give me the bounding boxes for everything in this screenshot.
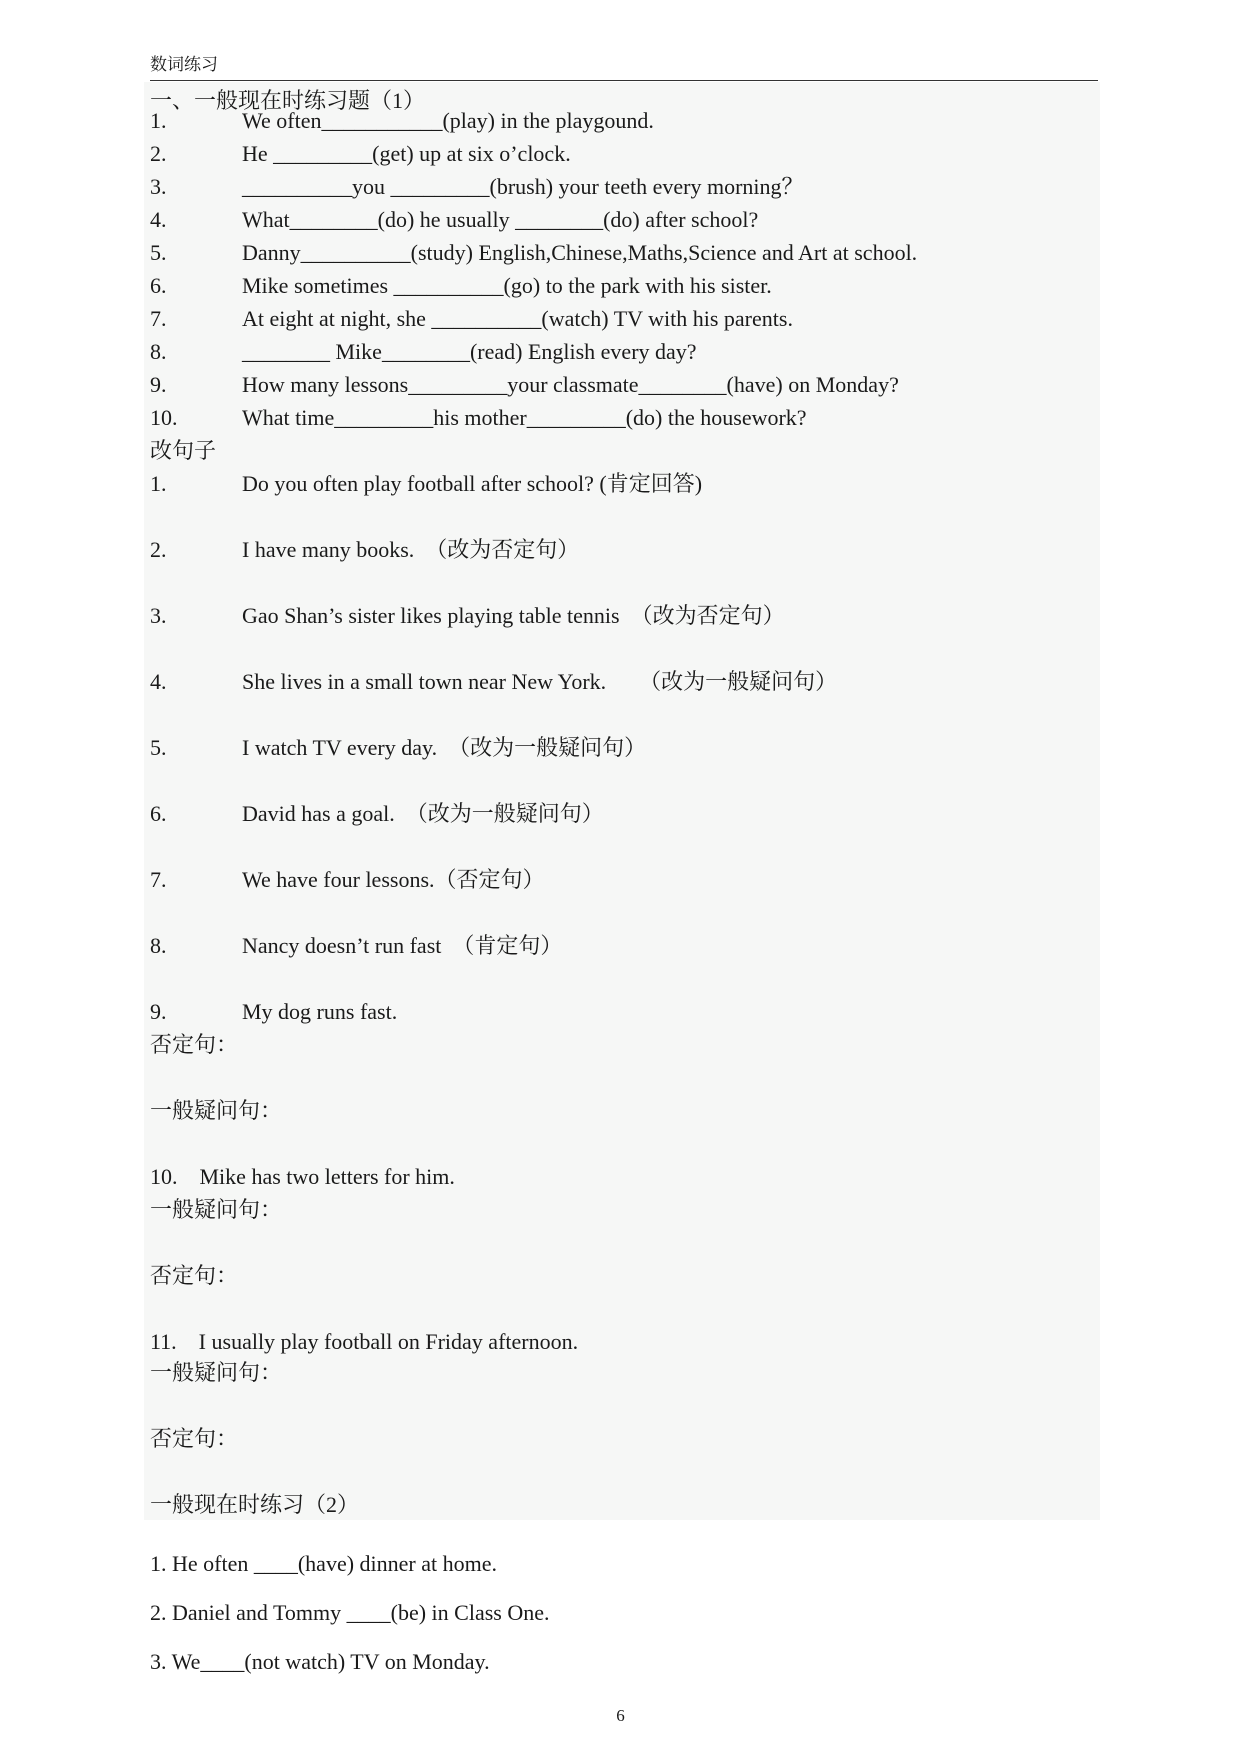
answer-label-question: 一般疑问句： [150,1098,283,1123]
item-number: 7. [150,306,167,331]
item-text: At eight at night, she __________(watch) TV with his parents. [242,306,793,331]
item-text: We often___________(play) in the playgound. [242,108,654,133]
item-text: David has a goal. （改为一般疑问句） [242,801,604,826]
rewrite-item: 10. Mike has two letters for him. [150,1164,455,1189]
item-number: 8. [150,933,167,958]
rewrite-item: 11. I usually play football on Friday afternoon. [150,1329,579,1354]
item-text: We have four lessons.（否定句） [242,867,545,892]
item-text: Mike sometimes __________(go) to the park with his sister. [242,273,772,298]
item-number: 4. [150,669,167,694]
item-text: __________you _________(brush) your teeth every morning？ [242,174,804,199]
exercise-item: 3. We____(not watch) TV on Monday. [150,1649,490,1674]
item-number: 2. [150,537,167,562]
item-number: 1. [150,471,167,496]
item-number: 2. [150,141,167,166]
item-number: 9. [150,372,167,397]
item-number: 7. [150,867,167,892]
item-text: ________ Mike________(read) English every day? [242,339,697,364]
item-text: I watch TV every day. （改为一般疑问句） [242,735,647,760]
item-text: What________(do) he usually ________(do) after school? [242,207,759,232]
item-text: She lives in a small town near New York. （改为一般疑问句） [242,669,838,694]
exercise-item: 1. He often ____(have) dinner at home. [150,1551,497,1576]
item-text: Nancy doesn’t run fast （肯定句） [242,933,563,958]
item-text: Do you often play football after school? (肯定回答) [242,471,703,496]
answer-label-negative: 否定句： [150,1263,239,1288]
answer-label-negative: 否定句： [150,1032,239,1057]
item-number: 10. [150,405,178,430]
page-header: 数词练习 [150,52,1098,81]
item-number: 4. [150,207,167,232]
section-title: 改句子 [150,438,217,463]
item-number: 5. [150,735,167,760]
answer-label-negative: 否定句： [150,1426,239,1451]
item-text: Gao Shan’s sister likes playing table tennis （改为否定句） [242,603,785,628]
exercise-item: 2. Daniel and Tommy ____(be) in Class One. [150,1600,550,1625]
item-number: 1. [150,108,167,133]
item-text: What time_________his mother_________(do) the housework? [242,405,807,430]
item-text: He _________(get) up at six o’clock. [242,141,571,166]
item-number: 3. [150,603,167,628]
item-number: 8. [150,339,167,364]
item-text: I have many books. （改为否定句） [242,537,580,562]
item-text: How many lessons_________your classmate________(have) on Monday? [242,372,899,397]
item-text: My dog runs fast. [242,999,398,1024]
answer-label-question: 一般疑问句： [150,1197,283,1222]
item-number: 6. [150,801,167,826]
item-text: Danny__________(study) English,Chinese,Maths,Science and Art at school. [242,240,918,265]
item-number: 6. [150,273,167,298]
section-title: 一、一般现在时练习题（1） [150,88,426,113]
section-title: 一般现在时练习（2） [150,1492,360,1517]
item-number: 9. [150,999,167,1024]
answer-label-question: 一般疑问句： [150,1360,283,1385]
item-number: 5. [150,240,167,265]
page-number: 6 [616,1706,625,1725]
item-number: 3. [150,174,167,199]
